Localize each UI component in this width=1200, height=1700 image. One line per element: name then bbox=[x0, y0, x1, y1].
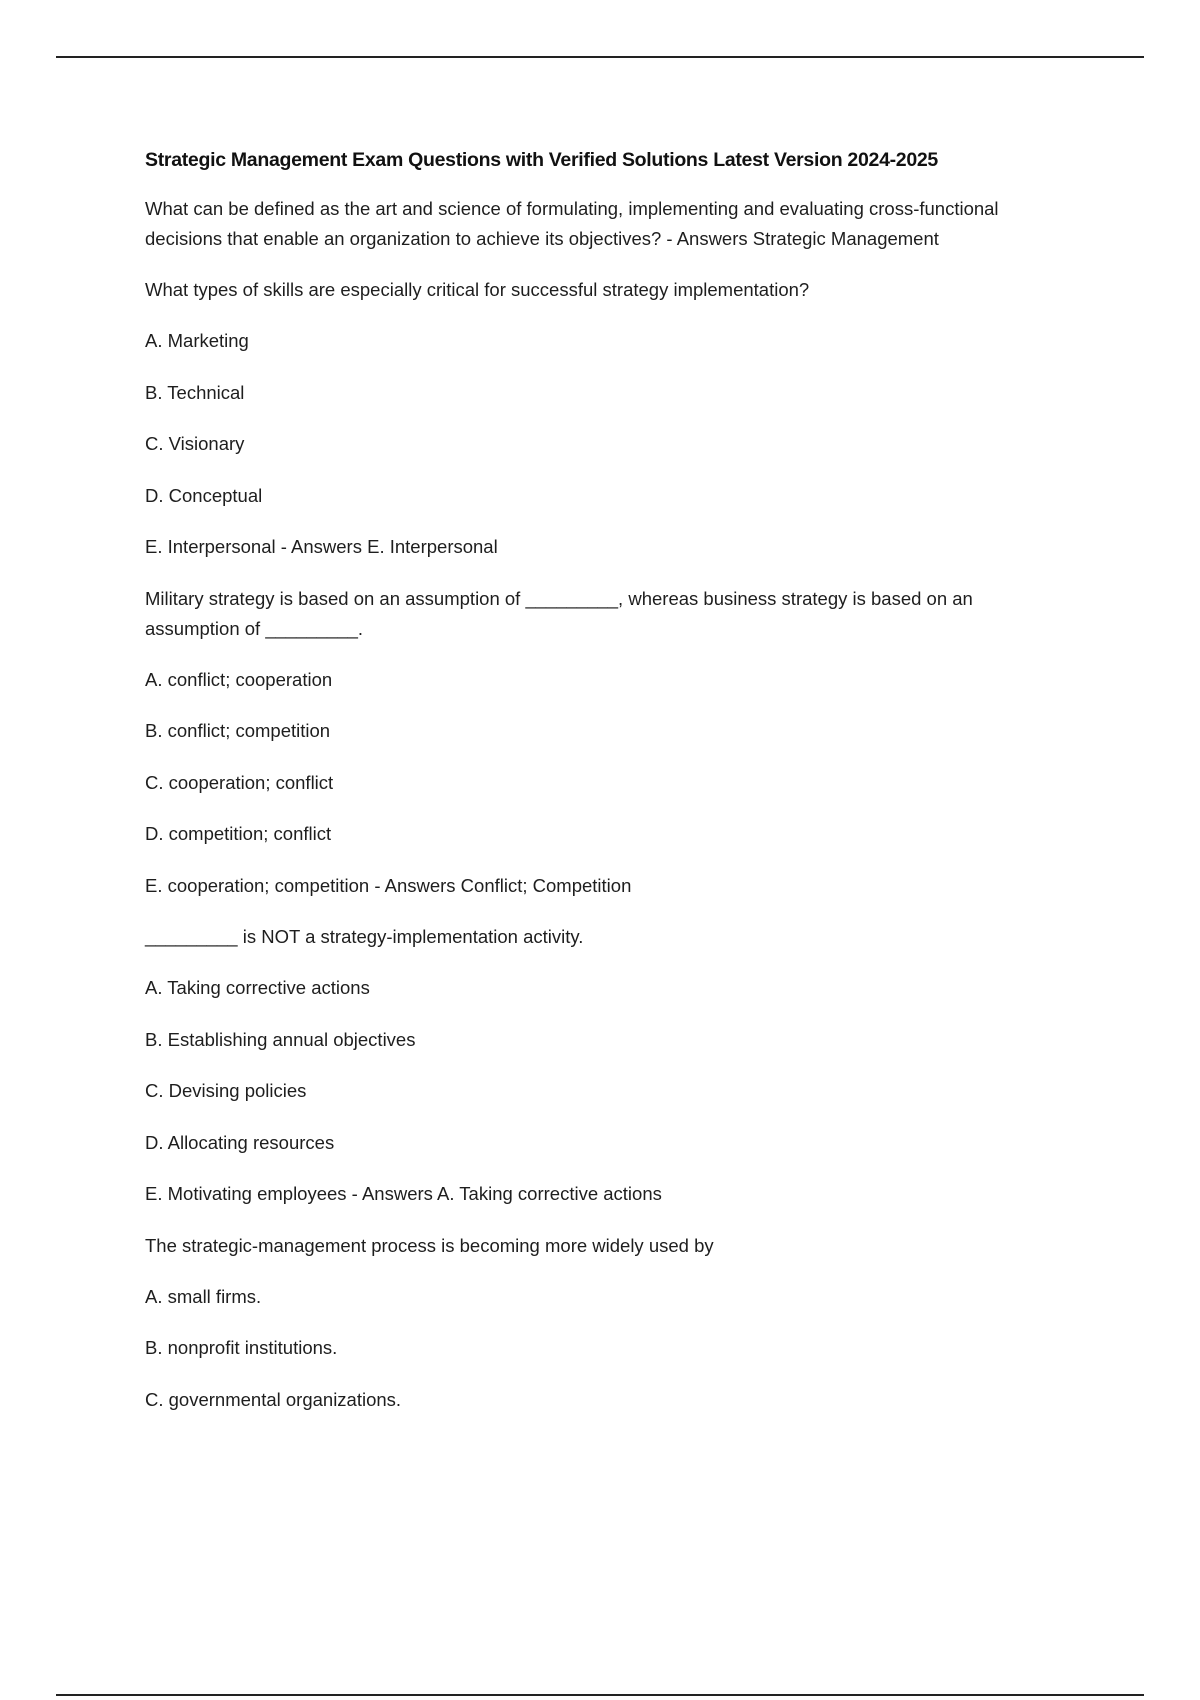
question-5-text: The strategic-management process is becoming more widely used by bbox=[145, 1234, 714, 1256]
question-1-text: What can be defined as the art and science of formulating, implementing and evaluating cross-functional decisions that enable an organization to achieve its objectives? - Answers Strategic Management bbox=[145, 198, 999, 249]
question-2-option-c: C. Visionary bbox=[145, 433, 245, 454]
question-2-option-a: A. Marketing bbox=[145, 330, 249, 351]
question-2-option-d: D. Conceptual bbox=[145, 484, 263, 506]
question-4-option-e-answer: E. Motivating employees - Answers A. Taking corrective actions bbox=[145, 1183, 662, 1204]
question-5-option-b: B. nonprofit institutions. bbox=[145, 1337, 338, 1358]
question-3-option-d: D. competition; conflict bbox=[145, 823, 332, 844]
question-3-option-a: A. conflict; cooperation bbox=[145, 668, 333, 690]
question-4-option-d: D. Allocating resources bbox=[145, 1131, 335, 1153]
question-5-option-a: A. small firms. bbox=[145, 1285, 262, 1307]
question-2-option-e-answer: E. Interpersonal - Answers E. Interpersonal bbox=[145, 536, 498, 557]
question-2-option-b: B. Technical bbox=[145, 381, 245, 403]
question-4-option-c: C. Devising policies bbox=[145, 1080, 307, 1101]
document-body bbox=[145, 146, 1065, 1436]
document-title: Strategic Management Exam Questions with Verified Solutions Latest Version 2024-2025 bbox=[145, 149, 938, 171]
question-4-option-b: B. Establishing annual objectives bbox=[145, 1028, 416, 1050]
question-4-text: _________ is NOT a strategy-implementation activity. bbox=[145, 926, 584, 947]
question-3-text: Military strategy is based on an assumption of _________, whereas business strategy is based on an assumption of _________. bbox=[145, 587, 973, 639]
question-5-option-c: C. governmental organizations. bbox=[145, 1388, 402, 1410]
question-4-option-a: A. Taking corrective actions bbox=[145, 977, 370, 998]
header-rule bbox=[56, 56, 1144, 58]
question-3-option-e-answer: E. cooperation; competition - Answers Conflict; Competition bbox=[145, 874, 632, 896]
question-3-option-b: B. conflict; competition bbox=[145, 720, 331, 741]
footer-rule bbox=[56, 1694, 1144, 1696]
question-3-option-c: C. cooperation; conflict bbox=[145, 771, 334, 793]
question-2-text: What types of skills are especially critical for successful strategy implementation? bbox=[145, 279, 810, 300]
